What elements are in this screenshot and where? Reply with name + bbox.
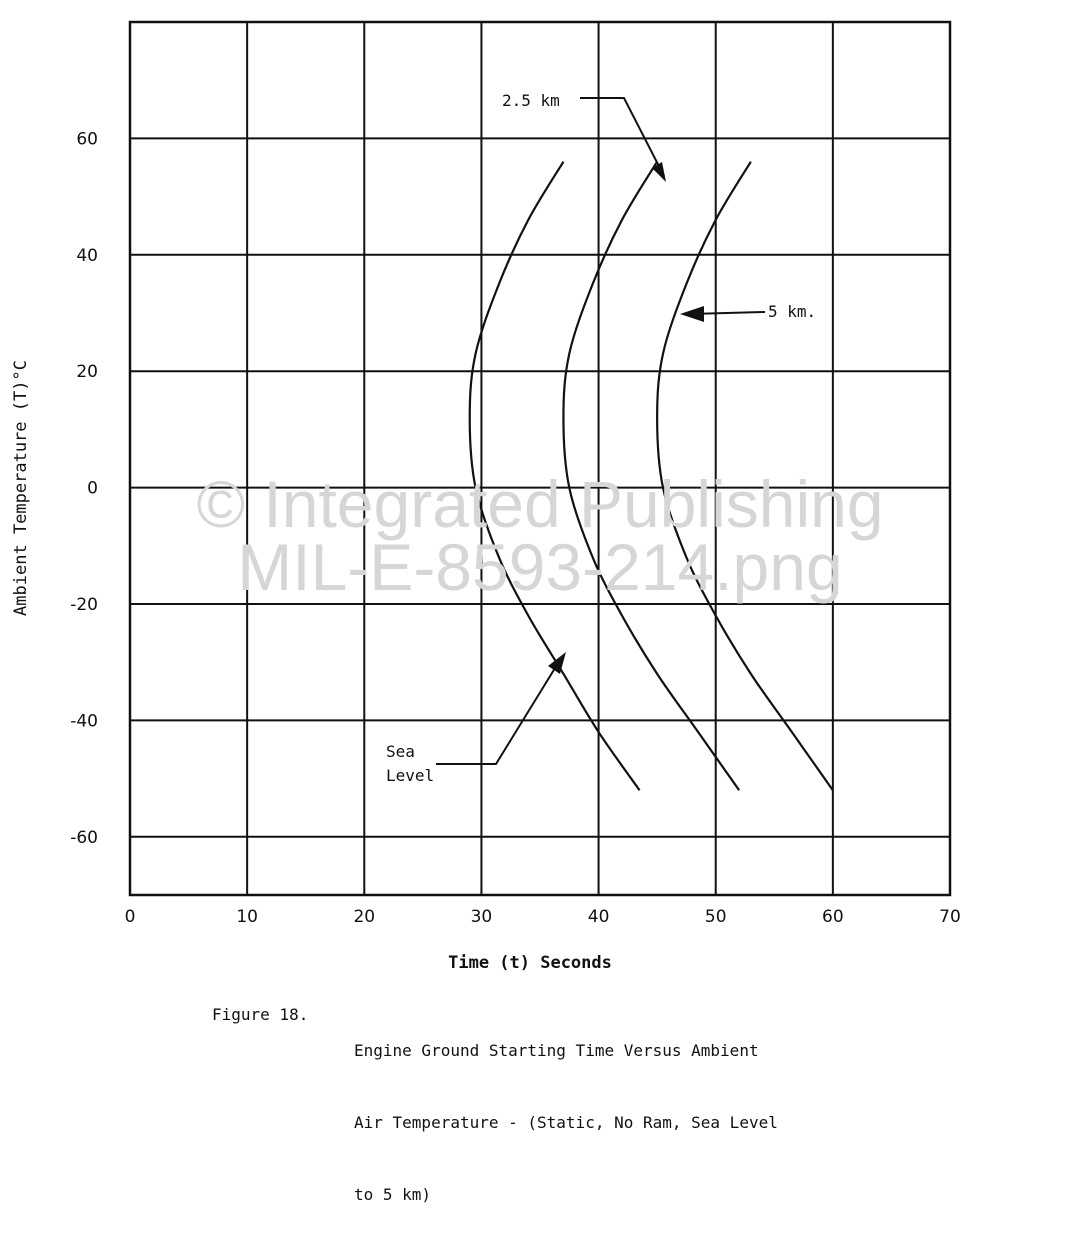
y-tick-label: -60 xyxy=(70,827,98,848)
x-tick-label: 60 xyxy=(822,907,844,927)
caption-line-3: to 5 km) xyxy=(354,1185,432,1204)
x-tick-label: 30 xyxy=(470,907,493,927)
x-tick-label: 40 xyxy=(587,907,610,927)
grid xyxy=(130,22,950,895)
y-tick-label: 20 xyxy=(76,362,98,383)
annotation-5-km: 5 km. xyxy=(768,302,817,321)
caption-line-1: Engine Ground Starting Time Versus Ambient xyxy=(354,1041,759,1060)
annotation-2-5-km: 2.5 km xyxy=(502,91,560,110)
y-tick-label: -40 xyxy=(70,711,98,732)
y-tick-label: 40 xyxy=(76,245,98,266)
arrow-2-5-km-leader xyxy=(580,98,664,176)
annotation-sea: Sea xyxy=(386,742,415,761)
y-tick-label: 0 xyxy=(87,478,98,499)
annotations xyxy=(386,91,816,785)
arrow-sea-level-leader xyxy=(436,660,560,764)
arrow-5-km-head xyxy=(680,306,704,322)
y-axis-label: Ambient Temperature (T)°C xyxy=(11,360,31,616)
x-tick-label: 0 xyxy=(124,907,136,927)
x-tick-label: 20 xyxy=(353,907,376,927)
arrow-sea-level-head xyxy=(548,652,566,674)
x-tick-label: 70 xyxy=(939,907,961,927)
y-tick-label: -20 xyxy=(70,595,98,615)
x-tick-label: 10 xyxy=(236,907,258,927)
watermark-line-1: © Integrated Publishing xyxy=(196,467,884,541)
x-axis-label: Time (t) Seconds xyxy=(448,953,612,973)
x-tick-label: 50 xyxy=(704,907,727,927)
watermark-line-2: MIL-E-8593-214.png xyxy=(237,530,843,604)
y-tick-label: 60 xyxy=(76,129,98,150)
caption-number: Figure 18. xyxy=(212,1005,309,1024)
plot-frame xyxy=(130,22,950,895)
annotation-level: Level xyxy=(386,766,435,785)
caption-line-2: Air Temperature - (Static, No Ram, Sea Level xyxy=(354,1113,778,1132)
